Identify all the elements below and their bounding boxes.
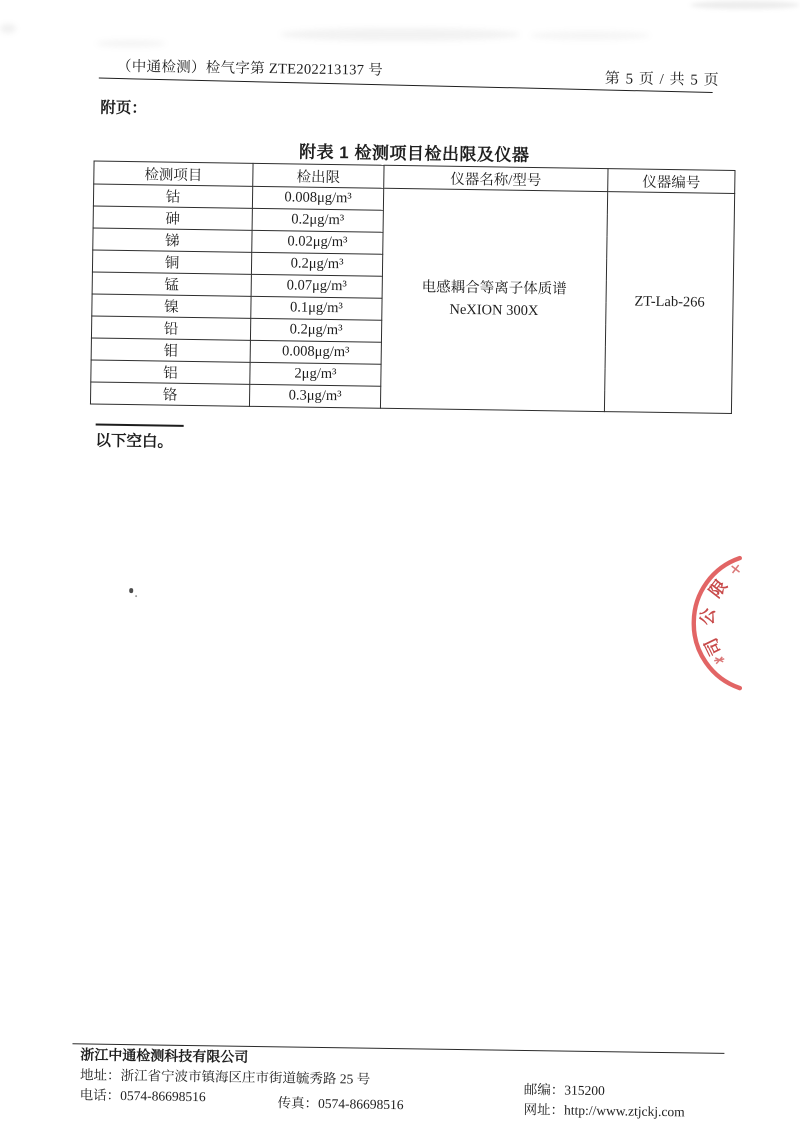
col-header-instrument-id: 仪器编号 (608, 169, 735, 194)
limit-cell: 0.008μg/m³ (250, 340, 381, 364)
item-cell: 铜 (92, 250, 251, 274)
limit-cell: 0.02μg/m³ (252, 230, 383, 254)
detection-limits-table (90, 160, 736, 413)
item-cell: 镍 (92, 294, 251, 318)
stamp-char: 司 (701, 634, 726, 659)
stamp-char: 限 (705, 576, 732, 602)
page-footer (0, 1042, 784, 1120)
limit-cell: 2μg/m³ (250, 362, 381, 386)
item-cell: 铝 (91, 360, 250, 384)
col-header-limit: 检出限 (253, 163, 384, 188)
limit-cell: 0.3μg/m³ (249, 384, 380, 408)
item-cell: 铬 (90, 382, 249, 406)
limit-cell: 0.1μg/m³ (251, 296, 382, 320)
company-address: 地址：浙江省宁波市镇海区庄市街道毓秀路 25 号 (79, 1067, 371, 1087)
col-header-instrument-name: 仪器名称/型号 (384, 165, 608, 191)
appendix-label: 附页： (100, 99, 148, 118)
col-header-item: 检测项目 (94, 161, 253, 186)
item-cell: 钼 (91, 338, 250, 362)
item-cell: 铅 (91, 316, 250, 340)
limit-cell: 0.2μg/m³ (252, 208, 383, 232)
instrument-name-line1: 电感耦合等离子体质谱 (421, 279, 567, 298)
ink-speck (135, 595, 137, 597)
limit-cell: 0.2μg/m³ (251, 252, 382, 276)
company-website: 网址：http://www.ztjckj.com (523, 1101, 685, 1120)
instrument-model: NeXION 300X (449, 301, 539, 319)
limit-cell: 0.07μg/m³ (251, 274, 382, 298)
company-stamp (658, 530, 772, 694)
item-cell: 锰 (92, 272, 251, 296)
page-indicator: 第 5 页 / 共 5 页 (604, 71, 720, 89)
detection-limits-table-wrap (90, 160, 736, 413)
end-of-report-block (95, 424, 183, 452)
ink-speck (129, 588, 133, 593)
end-note: 以下空白。 (95, 432, 174, 451)
company-phone: 电话：0574-86698516 (79, 1087, 206, 1105)
limit-cell: 0.008μg/m³ (252, 186, 383, 210)
footer-right-column (523, 1082, 685, 1119)
item-cell: 锑 (93, 228, 252, 252)
instrument-id-cell: ZT-Lab-266 (604, 192, 734, 414)
instrument-name-cell (380, 188, 607, 411)
company-name: 浙江中通检测科技有限公司 (80, 1046, 249, 1065)
item-cell: 砷 (93, 206, 252, 230)
table-title: 附表 1 检测项目检出限及仪器 (298, 142, 530, 165)
company-fax: 传真：0574-86698516 (277, 1095, 404, 1113)
company-postcode: 邮编：315200 (523, 1081, 605, 1099)
end-of-report-rule (96, 424, 184, 427)
stamp-char: 公 (697, 607, 719, 627)
item-cell: 钴 (93, 184, 252, 208)
doc-number: （中通检测）检气字第 ZTE202213137 号 (116, 58, 384, 79)
limit-cell: 0.2μg/m³ (250, 318, 381, 342)
